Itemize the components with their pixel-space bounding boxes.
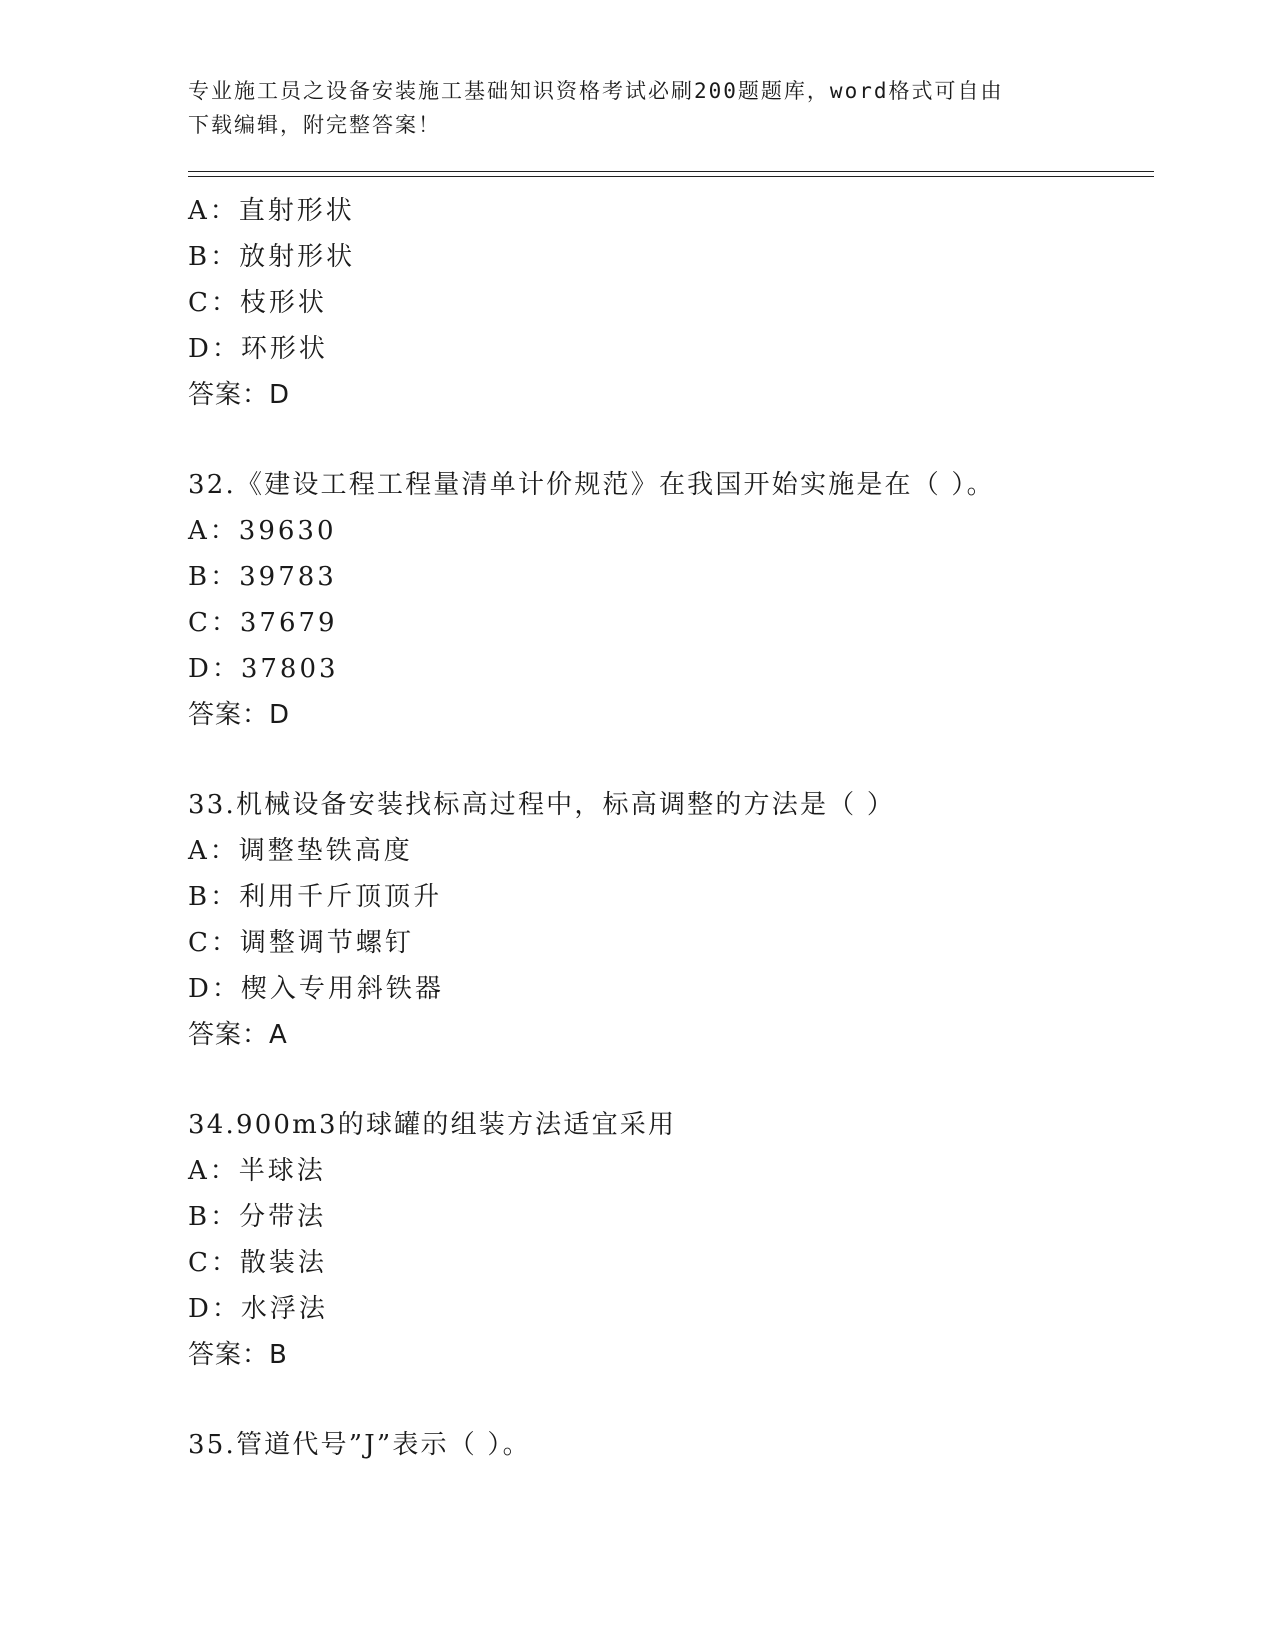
question-block-34 bbox=[188, 1102, 1148, 1378]
question-list bbox=[188, 188, 1148, 1468]
question-block-31 bbox=[188, 188, 1148, 418]
question-text: 32.《建设工程工程量清单计价规范》在我国开始实施是在（ ）。 bbox=[188, 470, 995, 500]
option-a: A：半球法 bbox=[188, 1156, 326, 1186]
option-d: D：水浮法 bbox=[188, 1294, 328, 1324]
header-rule-bottom bbox=[188, 176, 1154, 177]
document-header bbox=[188, 74, 1078, 142]
option-c: C：调整调节螺钉 bbox=[188, 928, 414, 958]
question-block-32 bbox=[188, 462, 1148, 738]
answer-line: 答案：A bbox=[188, 1020, 288, 1050]
header-line-1: 专业施工员之设备安装施工基础知识资格考试必刷200题题库，word格式可自由 bbox=[188, 79, 1004, 103]
question-text: 33.机械设备安装找标高过程中，标高调整的方法是（ ） bbox=[188, 790, 896, 820]
answer-line: 答案：D bbox=[188, 700, 291, 730]
question-block-33 bbox=[188, 782, 1148, 1058]
option-a: A：直射形状 bbox=[188, 196, 355, 226]
option-b: B：放射形状 bbox=[188, 242, 356, 272]
option-b: B：分带法 bbox=[188, 1202, 327, 1232]
option-c: C：枝形状 bbox=[188, 288, 327, 318]
option-c: C：散装法 bbox=[188, 1248, 327, 1278]
question-text: 35.管道代号”J”表示（ ）。 bbox=[188, 1430, 531, 1460]
option-c: C：37679 bbox=[188, 608, 338, 638]
answer-line: 答案：B bbox=[188, 1340, 288, 1370]
header-rule-top bbox=[188, 171, 1154, 172]
option-d: D：楔入专用斜铁器 bbox=[188, 974, 444, 1004]
answer-line: 答案：D bbox=[188, 380, 291, 410]
option-b: B：39783 bbox=[188, 562, 337, 592]
question-block-35 bbox=[188, 1422, 1148, 1468]
option-a: A：39630 bbox=[188, 516, 337, 546]
question-text: 34.900m3的球罐的组装方法适宜采用 bbox=[188, 1110, 677, 1140]
option-b: B：利用千斤顶顶升 bbox=[188, 882, 443, 912]
option-a: A：调整垫铁高度 bbox=[188, 836, 413, 866]
option-d: D：37803 bbox=[188, 654, 339, 684]
option-d: D：环形状 bbox=[188, 334, 328, 364]
header-line-2: 下载编辑，附完整答案！ bbox=[188, 113, 441, 137]
